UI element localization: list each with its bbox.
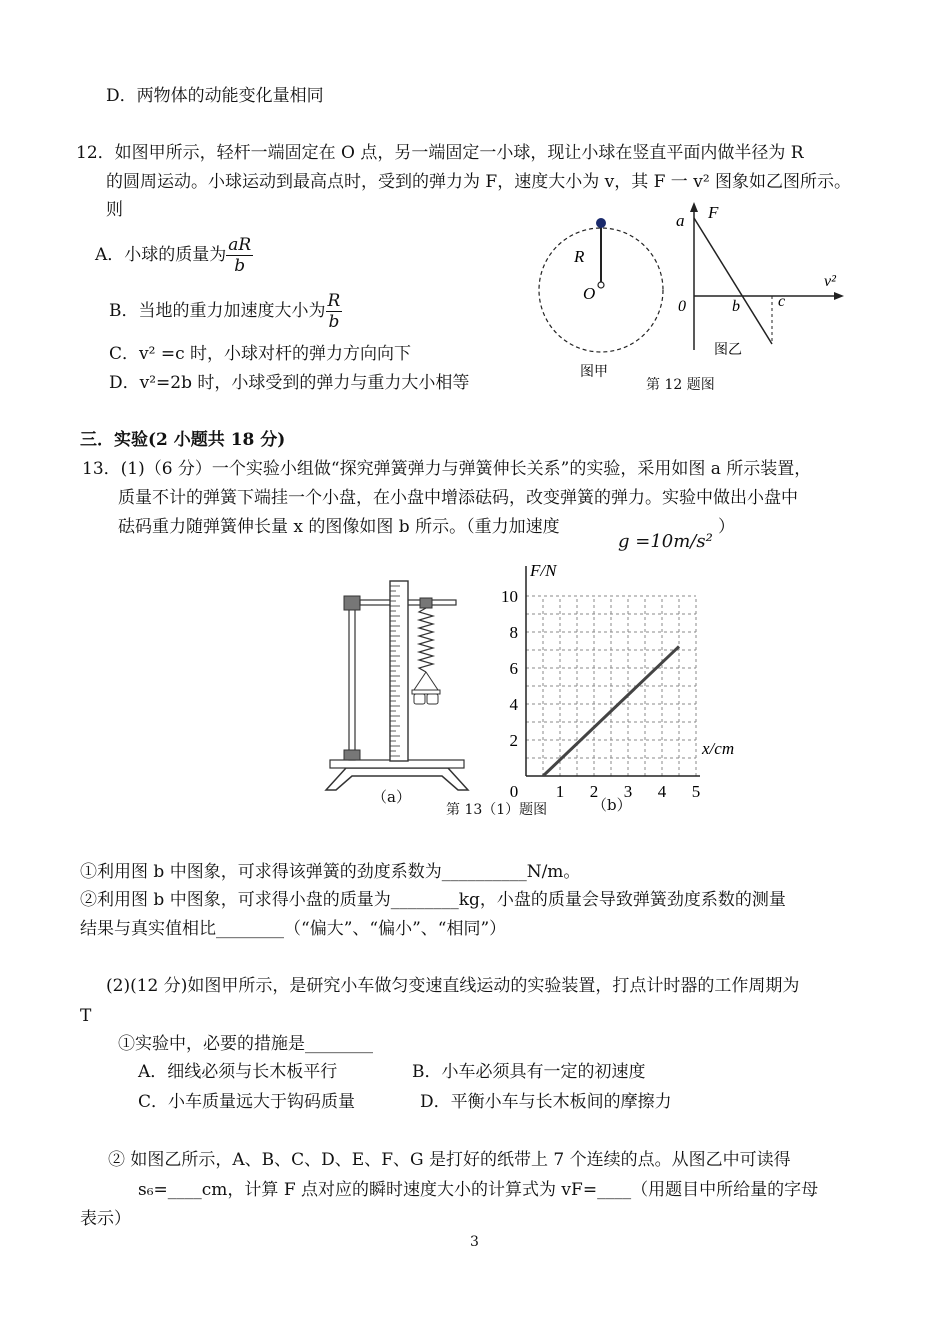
pan-string-right: [426, 672, 438, 690]
q12-option-b-fraction: [326, 291, 343, 332]
q12-option-a-text: A．小球的质量为: [95, 245, 227, 265]
lower-clamp: [344, 750, 360, 760]
label-o: O: [583, 284, 596, 303]
q12-option-c: C．v² =c 时，小球对杆的弹力方向向下: [109, 344, 411, 364]
q13-stem-line3: 砝码重力随弹簧伸长量 x 的图像如图 b 所示。（重力加速度: [118, 517, 560, 537]
q12-option-b-numerator: R: [327, 290, 341, 311]
q12-stem-line1: 12．如图甲所示，轻杆一端固定在 O 点，另一端固定一小球，现让小球在竖直平面内做半径为 R: [76, 143, 804, 163]
q12-option-a: [95, 228, 253, 282]
f-v2-line: [694, 218, 772, 344]
q13-stem-line2: 质量不计的弹簧下端挂一个小盘，在小盘中增添砝码，改变弹簧的弹力。实验中做出小盘中: [118, 488, 798, 508]
gravity-paren-close: ）: [718, 517, 735, 537]
q12-option-a-fraction: [226, 235, 253, 276]
figure-yi-caption: 图乙: [714, 343, 742, 358]
q12-stem-line3: 则: [106, 200, 123, 220]
label-b: b: [732, 298, 740, 315]
y-tick-label: 8: [509, 623, 518, 642]
q13-question-1: ①利用图 b 中图象，可求得该弹簧的劲度系数为__________N/m。: [80, 862, 581, 882]
label-v2: v²: [824, 273, 836, 290]
figure-a-label: （a）: [372, 788, 411, 806]
q12-stem-line2: 的圆周运动。小球运动到最高点时，受到的弹力为 F，速度大小为 v，其 F 一 v² 图象如乙图所示。: [106, 172, 852, 192]
small-ball: [596, 218, 606, 228]
spring-hook: [420, 598, 432, 608]
y-tick-label: 6: [509, 659, 518, 678]
gravity-formula: g =10m/s²: [618, 531, 713, 552]
q13-part2-question-2-line3: 表示）: [80, 1209, 131, 1229]
weight-right: [427, 694, 438, 704]
q12-option-b: [109, 284, 342, 338]
stand-rod: [349, 598, 355, 760]
q13-stem-line1: 13．(1)（6 分）一个实验小组做“探究弹簧弹力与弹簧伸长关系”的实验，采用如图 a 所示装置，: [82, 459, 812, 479]
q13-part2-line1: (2)(12 分)如图甲所示，是研究小车做匀变速直线运动的实验装置，打点计时器的工作周期为: [106, 976, 800, 996]
figure-jia-caption: 图甲: [580, 365, 608, 380]
y-tick-label: 4: [509, 695, 518, 714]
spring: [419, 608, 433, 672]
q12-figure-yi: [670, 198, 850, 398]
x-axis-label: x/cm: [702, 739, 735, 758]
q12-option-b-denominator: b: [328, 311, 340, 332]
chart-grid: [526, 596, 696, 776]
v2-axis-arrow-icon: [834, 292, 844, 300]
small-pan: [412, 690, 440, 694]
y-axis-label: F/N: [530, 561, 557, 580]
x-tick-label: 1: [555, 782, 565, 798]
x-tick-label: 4: [657, 782, 667, 798]
q12-figure-caption: 第 12 题图: [646, 377, 715, 393]
section-3-title: 三．实验(2 小题共 18 分): [80, 430, 286, 450]
q12-option-d: D．v²=2b 时，小球受到的弹力与重力大小相等: [109, 373, 470, 393]
f-axis-arrow-icon: [690, 202, 698, 212]
q13-question-2-line1: ②利用图 b 中图象，可求得小盘的质量为________kg，小盘的质量会导致弹簧劲度系数的测量: [80, 890, 786, 910]
label-a: a: [676, 211, 685, 230]
q12-figure-jia: [530, 200, 680, 390]
q12-option-a-denominator: b: [234, 255, 246, 276]
label-zero: 0: [678, 298, 686, 315]
weight-left: [414, 694, 425, 704]
option-c: C．小车质量远大于钩码质量: [138, 1092, 356, 1112]
q13-part2-question-1: ①实验中，必要的措施是________: [118, 1034, 373, 1054]
upper-clamp: [344, 596, 360, 610]
y-tick-label: 10: [501, 587, 518, 606]
q13-part2-question-2-line1: ② 如图乙所示，A、B、C、D、E、F、G 是打好的纸带上 7 个连续的点。从图乙中可读得: [108, 1150, 791, 1170]
q13-question-2-line2: 结果与真实值相比________（“偏大”、“偏小”、“相同”）: [80, 919, 507, 939]
y-tick-labels: [501, 587, 519, 750]
q13-figure-caption: 第 13（1）题图: [446, 802, 548, 818]
label-f: F: [708, 203, 719, 222]
label-r: R: [574, 247, 585, 266]
x-tick-label: 0: [509, 782, 519, 798]
x-tick-label: 5: [691, 782, 701, 798]
q12-option-b-text: B．当地的重力加速度大小为: [109, 301, 326, 321]
label-c: c: [778, 293, 786, 310]
page-number: 3: [470, 1234, 479, 1250]
q12-option-a-numerator: aR: [228, 234, 252, 255]
x-tick-label: 3: [623, 782, 633, 798]
x-tick-label: 2: [589, 782, 599, 798]
pivot-point-o: [598, 282, 604, 288]
q11-option-d: D．两物体的动能变化量相同: [106, 86, 324, 106]
y-tick-label: 2: [509, 731, 518, 750]
figure-b-label: （b）: [592, 796, 632, 814]
f-x-chart: [490, 558, 760, 798]
pan-string-left: [414, 672, 426, 690]
option-b: B．小车必须具有一定的初速度: [412, 1062, 646, 1082]
option-d: D．平衡小车与长木板间的摩擦力: [420, 1092, 672, 1112]
q13-part2-line2: T: [80, 1006, 92, 1026]
spring-apparatus-figure: [318, 578, 478, 798]
q13-part2-question-2-line2: s₆=____cm，计算 F 点对应的瞬时速度大小的计算式为 vF=____（用题目中所给量的字母: [138, 1180, 819, 1200]
option-a: A．细线必须与长木板平行: [138, 1062, 338, 1082]
